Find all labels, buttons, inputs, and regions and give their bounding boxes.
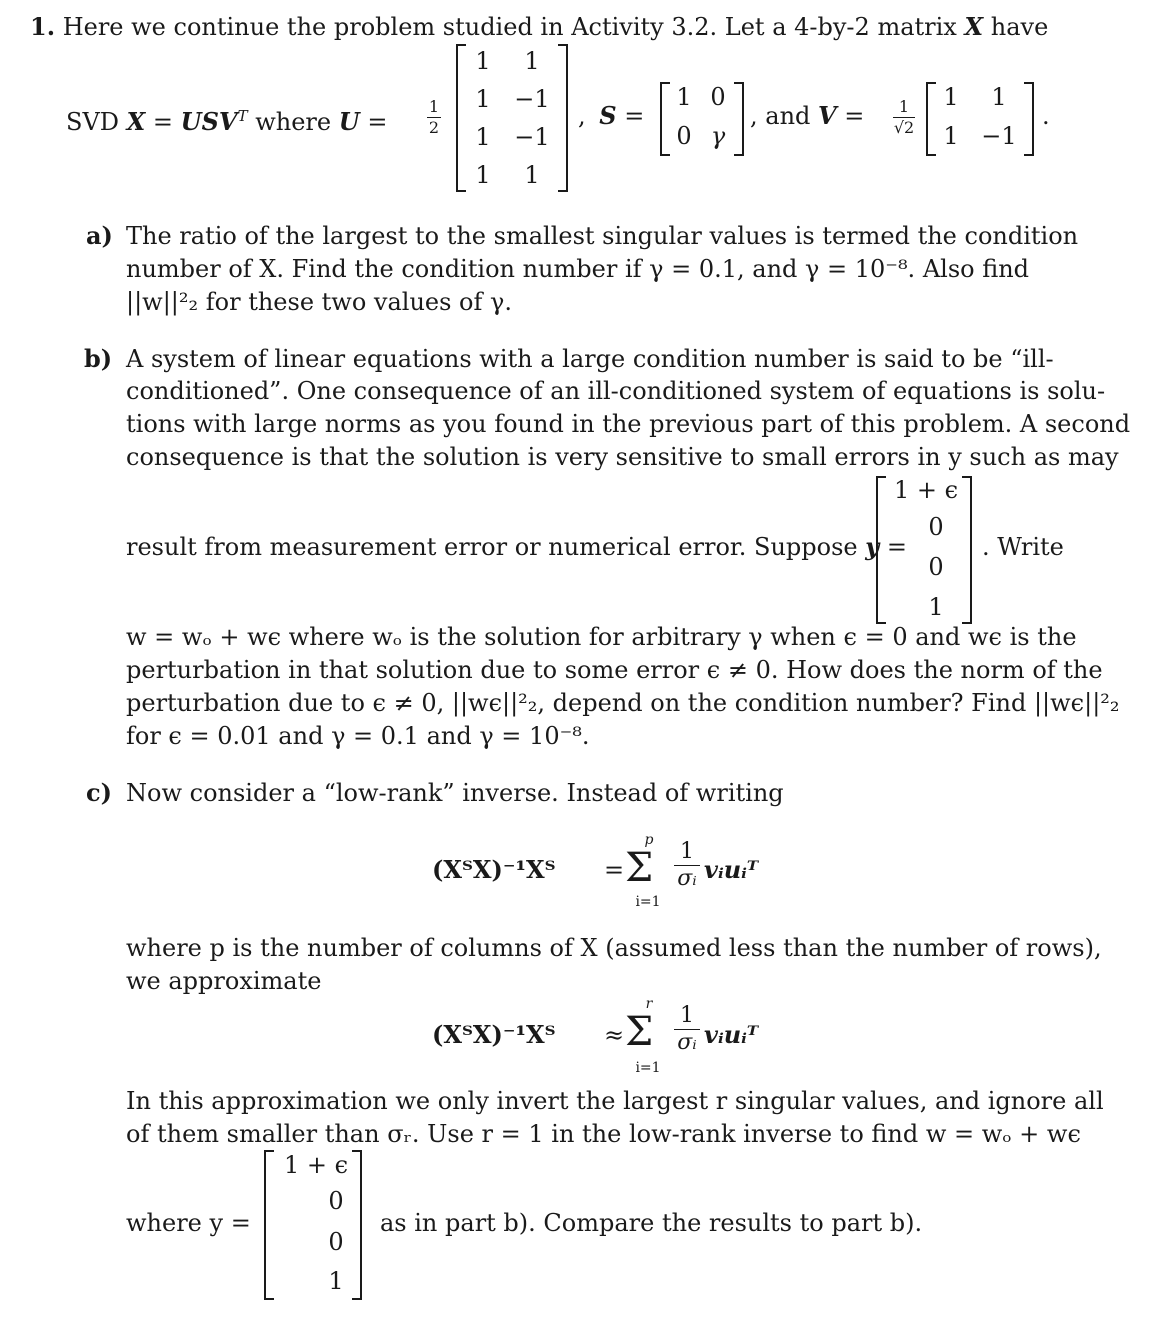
- u-symbol: U: [338, 107, 360, 136]
- period: .: [1042, 102, 1050, 130]
- intro-text: Here we continue the problem studied in Activity 3.2. Let a 4-by-2 matrix: [62, 13, 957, 41]
- eq1-sum-top: p: [644, 832, 654, 848]
- yc-cell: 1: [328, 1267, 344, 1295]
- yc-cell: 0: [328, 1228, 344, 1256]
- yb-left-bracket: [876, 476, 886, 624]
- u-cell: 1: [475, 47, 491, 75]
- where-y: where y =: [126, 1209, 251, 1237]
- part-b-line2: perturbation due to ϵ ≠ 0, ||wϵ||²₂, depend on the condition number? Find ||wϵ||²₂: [126, 689, 1120, 717]
- part-c-end-line: of them smaller than σᵣ. Use r = 1 in the low-rank inverse to find w = wₒ + wϵ: [126, 1120, 1081, 1148]
- v-cell: 1: [943, 122, 959, 150]
- eq1-sum-bot: i=1: [635, 894, 661, 910]
- eq1-term: vᵢuᵢᵀ: [704, 855, 759, 884]
- and-v: [750, 101, 864, 131]
- svd-t: T: [237, 107, 248, 125]
- eq2-frac-num: 1: [680, 1003, 694, 1028]
- v-left-bracket: [926, 82, 936, 156]
- half-num: 1: [428, 97, 440, 116]
- s-right-bracket: [734, 82, 744, 156]
- u-cell: 1: [524, 161, 540, 189]
- yb-cell: 0: [928, 553, 944, 581]
- y-eq: =: [886, 533, 907, 561]
- yc-cell: 1 + ϵ: [283, 1151, 349, 1179]
- part-a-line: The ratio of the largest to the smallest singular values is termed the condition: [126, 222, 1079, 250]
- u-right-bracket: [558, 44, 568, 192]
- s-cell: 0: [676, 122, 692, 150]
- part-a-line: ||w||²₂ for these two values of γ.: [126, 288, 512, 316]
- and-text: , and: [750, 102, 811, 130]
- u-comma: [578, 101, 644, 131]
- eq2-sum-top: r: [645, 996, 653, 1012]
- part-b-label: b): [84, 344, 113, 373]
- final-text: as in part b). Compare the results to part b).: [380, 1209, 923, 1237]
- suppose-text: result from measurement error or numerical error. Suppose: [126, 533, 858, 561]
- part-b-suppose: [126, 532, 907, 562]
- part-b-line: tions with large norms as you found in the previous part of this problem. A second: [126, 410, 1131, 438]
- yb-cell: 1: [928, 593, 944, 621]
- u-cell: 1: [475, 161, 491, 189]
- eq2-sigma: Σ: [625, 1009, 654, 1055]
- v-cell: 1: [943, 83, 959, 111]
- part-b-line2: for ϵ = 0.01 and γ = 0.1 and γ = 10⁻⁸.: [126, 722, 590, 750]
- v-den: √2: [893, 118, 915, 137]
- yb-cell: 0: [928, 513, 944, 541]
- intro-have: have: [990, 13, 1049, 41]
- v-right-bracket: [1024, 82, 1034, 156]
- svd-usv: USV: [180, 107, 238, 136]
- part-a-line: number of X. Find the condition number if γ = 0.1, and γ = 10⁻⁸. Also find: [126, 255, 1030, 283]
- eq2-frac-den: σᵢ: [677, 1030, 697, 1055]
- part-c-label: c): [86, 778, 112, 807]
- yb-cell: 1 + ϵ: [893, 476, 959, 504]
- part-b-line: A system of linear equations with a large condition number is said to be “ill-: [126, 345, 1054, 373]
- s-left-bracket: [660, 82, 670, 156]
- svd-where: where: [255, 108, 332, 136]
- part-c-end-line: In this approximation we only invert the largest r singular values, and ignore all: [126, 1087, 1104, 1115]
- part-c-mid-line: we approximate: [126, 967, 322, 995]
- y-symbol: y: [865, 532, 880, 561]
- problem-header: [30, 12, 1048, 42]
- u-cell: −1: [514, 123, 550, 151]
- yc-left-bracket: [264, 1150, 274, 1300]
- u-cell: −1: [514, 85, 550, 113]
- svd-line: [66, 101, 387, 137]
- eq1-frac-num: 1: [680, 839, 694, 864]
- eq1-left: (XᵀX)⁻¹Xᵀ: [432, 855, 556, 884]
- eq2-left: (XᵀX)⁻¹Xᵀ: [432, 1020, 556, 1049]
- eq2-frac: [674, 1004, 700, 1055]
- eq1-frac-den: σᵢ: [677, 866, 697, 891]
- problem-number: 1.: [30, 12, 56, 41]
- svd-label: SVD: [66, 108, 120, 136]
- eq2-rel: ≈: [604, 1021, 625, 1049]
- v-fraction: [893, 98, 915, 137]
- yc-cell: 0: [328, 1187, 344, 1215]
- v-cell: −1: [981, 122, 1017, 150]
- half-den: 2: [428, 118, 440, 137]
- eq1-sigma: Σ: [625, 845, 654, 891]
- u-cell: 1: [475, 85, 491, 113]
- s-cell: γ: [710, 122, 726, 150]
- u-cell: 1: [524, 47, 540, 75]
- s-eq: =: [624, 102, 645, 130]
- intro-x: X: [964, 12, 984, 41]
- part-c-line: Now consider a “low-rank” inverse. Instead of writing: [126, 779, 784, 807]
- write-text: . Write: [982, 533, 1064, 561]
- svd-x: X: [126, 107, 146, 136]
- comma: ,: [578, 102, 586, 130]
- v-num: 1: [898, 97, 910, 116]
- u-eq: =: [367, 108, 388, 136]
- part-c-mid-line: where p is the number of columns of X (assumed less than the number of rows),: [126, 934, 1102, 962]
- eq1-frac: [674, 840, 700, 891]
- part-b-line2: w = wₒ + wϵ where wₒ is the solution for arbitrary γ when ϵ = 0 and wϵ is the: [126, 623, 1077, 651]
- eq2-sum-bot: i=1: [635, 1060, 661, 1076]
- s-cell: 1: [676, 83, 692, 111]
- v-cell: 1: [991, 83, 1007, 111]
- u-cell: 1: [475, 123, 491, 151]
- part-b-line: consequence is that the solution is very sensitive to small errors in y such as may: [126, 443, 1119, 471]
- part-b-line2: perturbation in that solution due to some error ϵ ≠ 0. How does the norm of the: [126, 656, 1103, 684]
- part-b-line: conditioned”. One consequence of an ill-conditioned system of equations is solu-: [126, 377, 1106, 405]
- eq2-term: vᵢuᵢᵀ: [704, 1020, 759, 1049]
- eq1-rel: =: [604, 856, 625, 884]
- s-symbol: S: [599, 101, 617, 130]
- s-cell: 0: [710, 83, 726, 111]
- v-eq: =: [844, 102, 865, 130]
- svd-eq: =: [152, 108, 174, 136]
- part-a-label: a): [86, 221, 113, 250]
- v-symbol: V: [818, 101, 837, 130]
- half-fraction: [427, 98, 441, 137]
- u-left-bracket: [456, 44, 466, 192]
